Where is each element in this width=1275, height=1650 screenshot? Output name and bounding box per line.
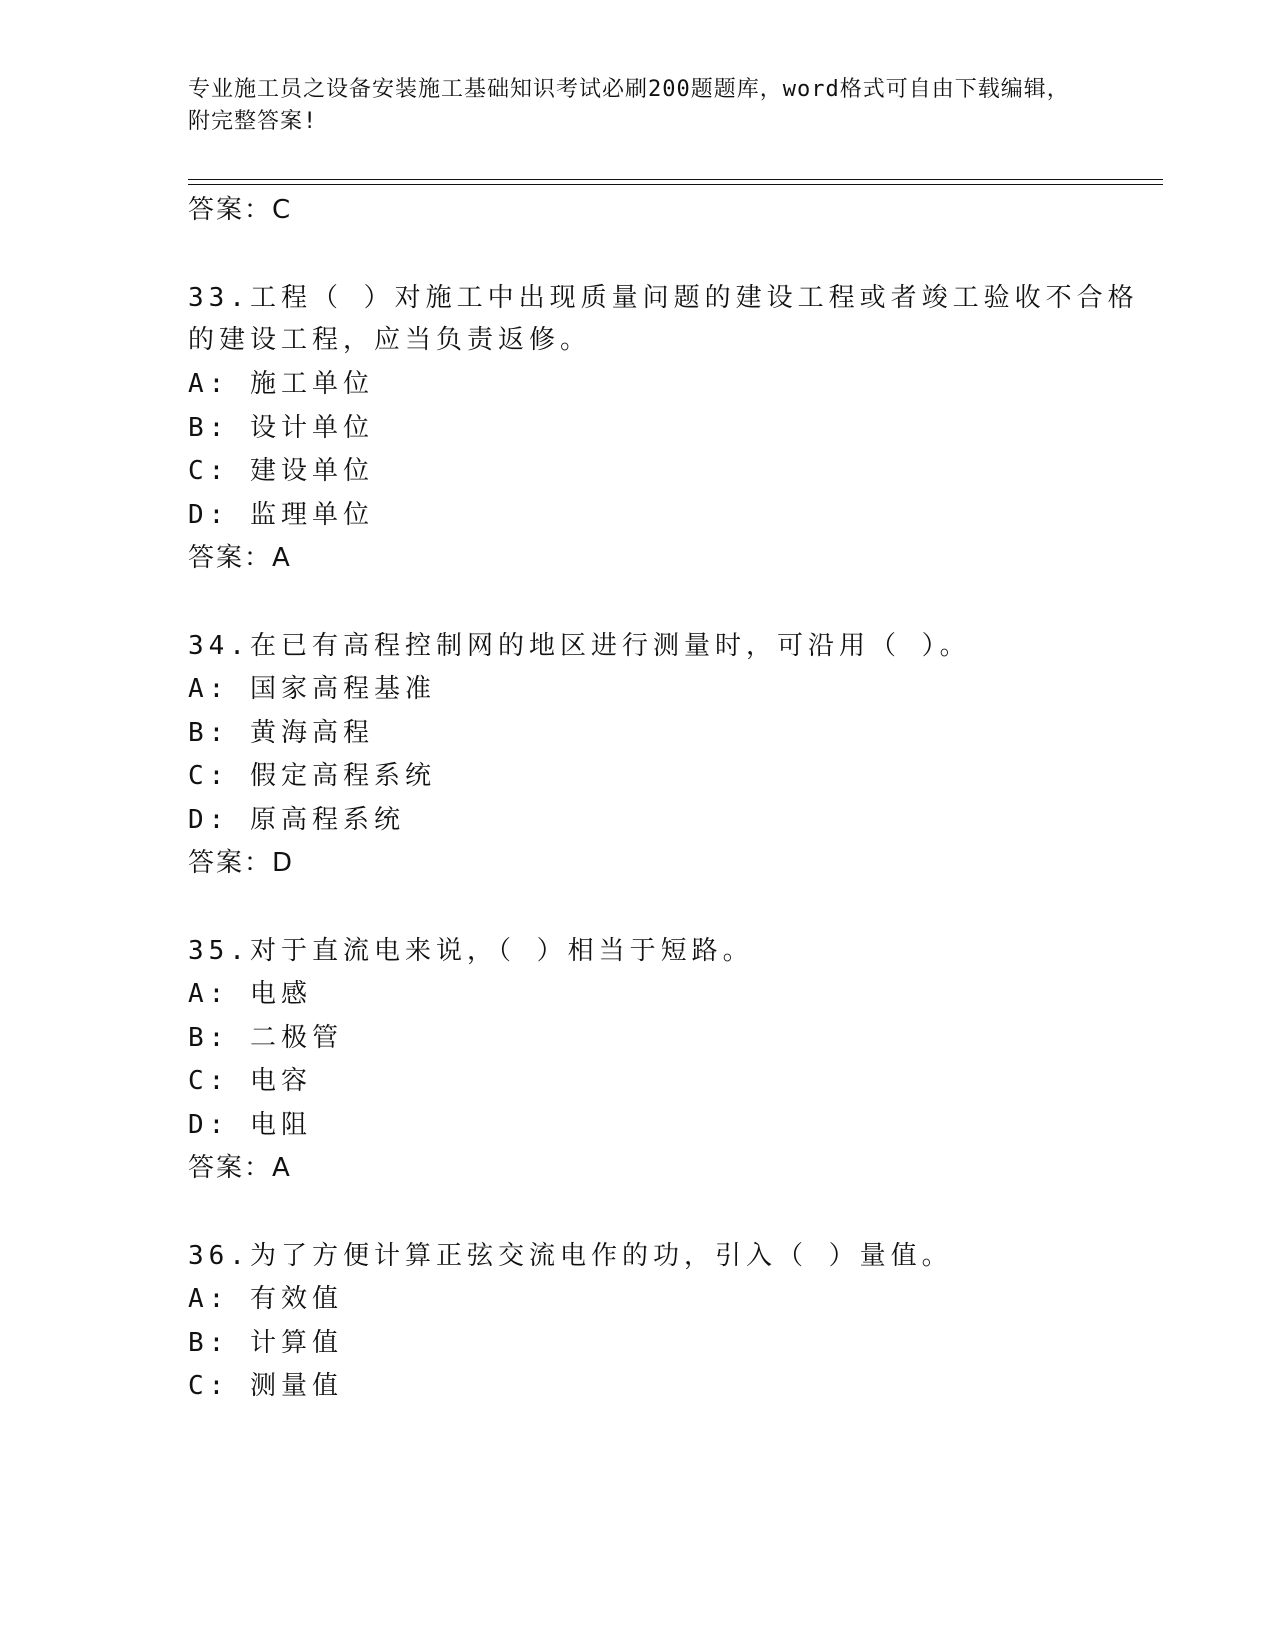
question-34-option-c: C: 假定高程系统 — [188, 761, 436, 791]
question-33-option-d: D: 监理单位 — [188, 500, 374, 530]
question-33-option-b: B: 设计单位 — [188, 413, 374, 443]
question-36-option-c: C: 测量值 — [188, 1371, 343, 1401]
question-35-option-d: D: 电阻 — [188, 1110, 312, 1140]
document-title: 专业施工员之设备安装施工基础知识考试必刷200题题库，word格式可自由下载编辑，附完整答案! — [188, 77, 1070, 134]
question-35-stem: 35.对于直流电来说，（ ）相当于短路。 — [188, 936, 754, 966]
question-34-stem: 34.在已有高程控制网的地区进行测量时，可沿用（ ）。 — [188, 631, 971, 661]
header-divider-top — [188, 179, 1163, 180]
question-35-option-c: C: 电容 — [188, 1066, 312, 1096]
question-33-option-c: C: 建设单位 — [188, 456, 374, 486]
question-33-option-a: A: 施工单位 — [188, 369, 374, 399]
question-33-answer: 答案：A — [188, 543, 292, 573]
question-36-stem: 36.为了方便计算正弦交流电作的功，引入（ ）量值。 — [188, 1241, 953, 1271]
question-34-option-a: A: 国家高程基准 — [188, 674, 436, 704]
header-divider-bottom — [188, 184, 1163, 185]
question-36-option-b: B: 计算值 — [188, 1328, 343, 1358]
question-33-stem: 33.工程（ ）对施工中出现质量问题的建设工程或者竣工验收不合格 — [188, 283, 1139, 313]
question-34-answer: 答案：D — [188, 848, 295, 878]
question-35-answer: 答案：A — [188, 1153, 292, 1183]
question-33-stem-cont: 的建设工程，应当负责返修。 — [188, 325, 592, 355]
question-36-option-a: A: 有效值 — [188, 1284, 343, 1314]
question-35-option-b: B: 二极管 — [188, 1023, 343, 1053]
answer-line: 答案：C — [188, 195, 293, 225]
question-34-option-b: B: 黄海高程 — [188, 718, 374, 748]
question-35-option-a: A: 电感 — [188, 979, 312, 1009]
question-34-option-d: D: 原高程系统 — [188, 805, 405, 835]
